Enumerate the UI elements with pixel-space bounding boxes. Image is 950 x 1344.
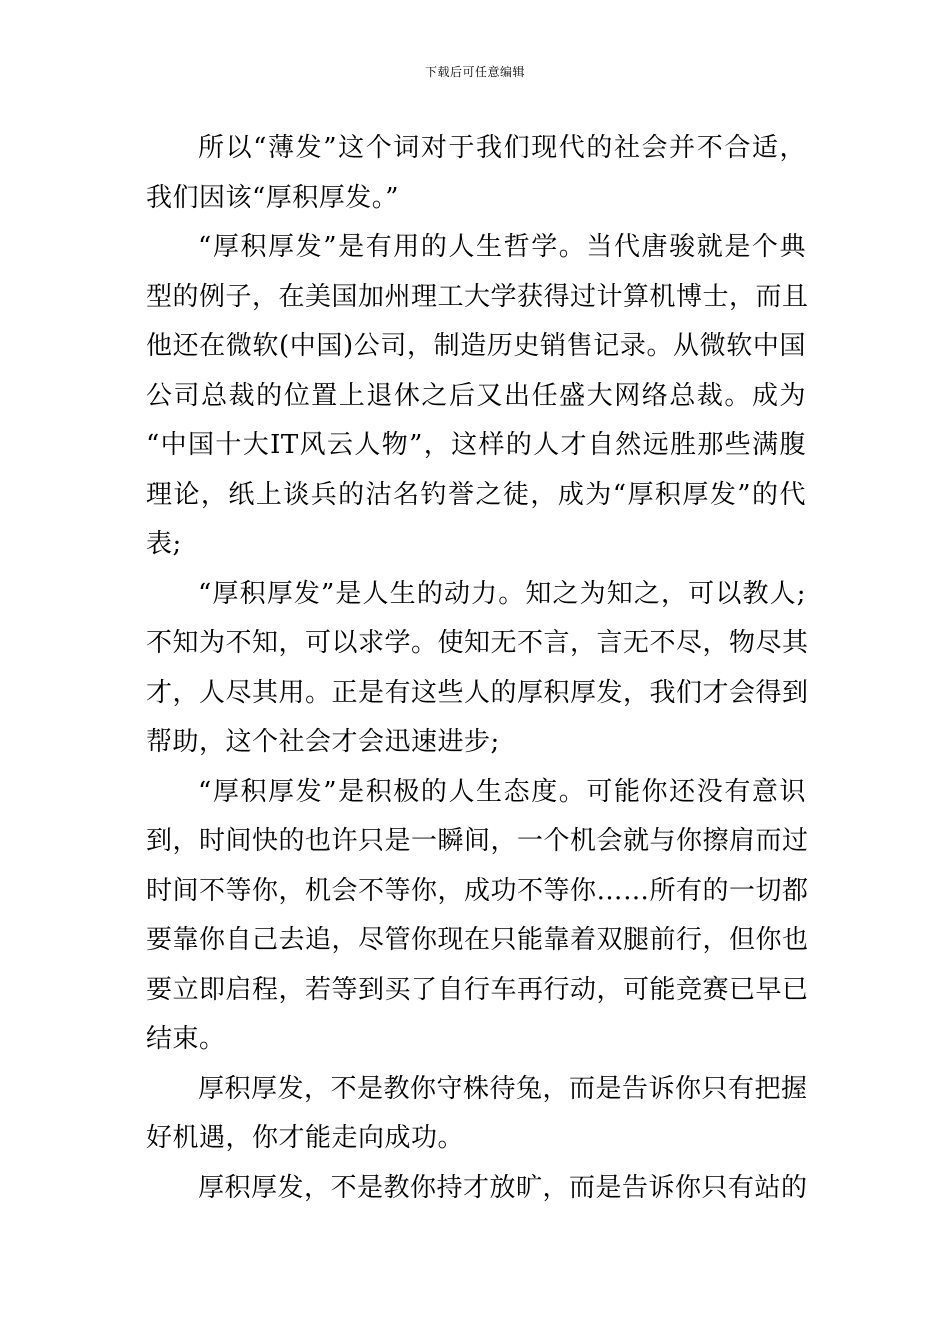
paragraph-line: 到，时间快的也许只是一瞬间，一个机会就与你擦肩而过 bbox=[146, 826, 809, 856]
paragraph-line: 结束。 bbox=[146, 1024, 226, 1054]
paragraph-line: 才，人尽其用。正是有这些人的厚积厚发，我们才会得到 bbox=[146, 677, 809, 708]
paragraph-line: “厚积厚发”是有用的人生哲学。当代唐骏就是个典 bbox=[198, 232, 806, 262]
paragraph-line: “中国十大IT风云人物”，这样的人才自然远胜那些满腹 bbox=[146, 430, 806, 460]
body-text bbox=[146, 124, 809, 1213]
paragraph-line: 所以“薄发”这个词对于我们现代的社会并不合适， bbox=[198, 133, 806, 163]
paragraph-line: “厚积厚发”是人生的动力。知之为知之，可以教人; bbox=[198, 578, 806, 609]
paragraph-line: 厚积厚发，不是教你守株待兔，而是告诉你只有把握 bbox=[198, 1073, 808, 1104]
paragraph-line: 厚积厚发，不是教你持才放旷，而是告诉你只有站的 bbox=[198, 1172, 808, 1203]
page-header: 下载后可任意编辑 bbox=[424, 65, 525, 79]
paragraph-line: 表; bbox=[146, 529, 182, 559]
paragraph-line: 不知为不知，可以求学。使知无不言，言无不尽，物尽其 bbox=[146, 628, 809, 658]
paragraph-line: 好机遇，你才能走向成功。 bbox=[146, 1123, 465, 1153]
paragraph-line: 型的例子，在美国加州理工大学获得过计算机博士，而且 bbox=[146, 281, 809, 312]
paragraph-line: 我们因该“厚积厚发。” bbox=[146, 182, 400, 213]
paragraph-line: 他还在微软(中国)公司，制造历史销售记录。从微软中国 bbox=[146, 331, 806, 361]
paragraph-line: 帮助，这个社会才会迅速进步; bbox=[146, 727, 500, 757]
paragraph-line: 公司总裁的位置上退休之后又出任盛大网络总裁。成为 bbox=[146, 380, 806, 411]
paragraph-line: 要靠你自己去追，尽管你现在只能靠着双腿前行，但你也 bbox=[146, 925, 809, 955]
paragraph-line: 时间不等你，机会不等你，成功不等你……所有的一切都 bbox=[146, 875, 809, 906]
paragraph-line: 理论，纸上谈兵的沽名钓誉之徒，成为“厚积厚发”的代 bbox=[146, 479, 806, 510]
paragraph-line: “厚积厚发”是积极的人生态度。可能你还没有意识 bbox=[198, 776, 806, 807]
paragraph-line: 要立即启程，若等到买了自行车再行动，可能竞赛已早已 bbox=[146, 974, 809, 1005]
